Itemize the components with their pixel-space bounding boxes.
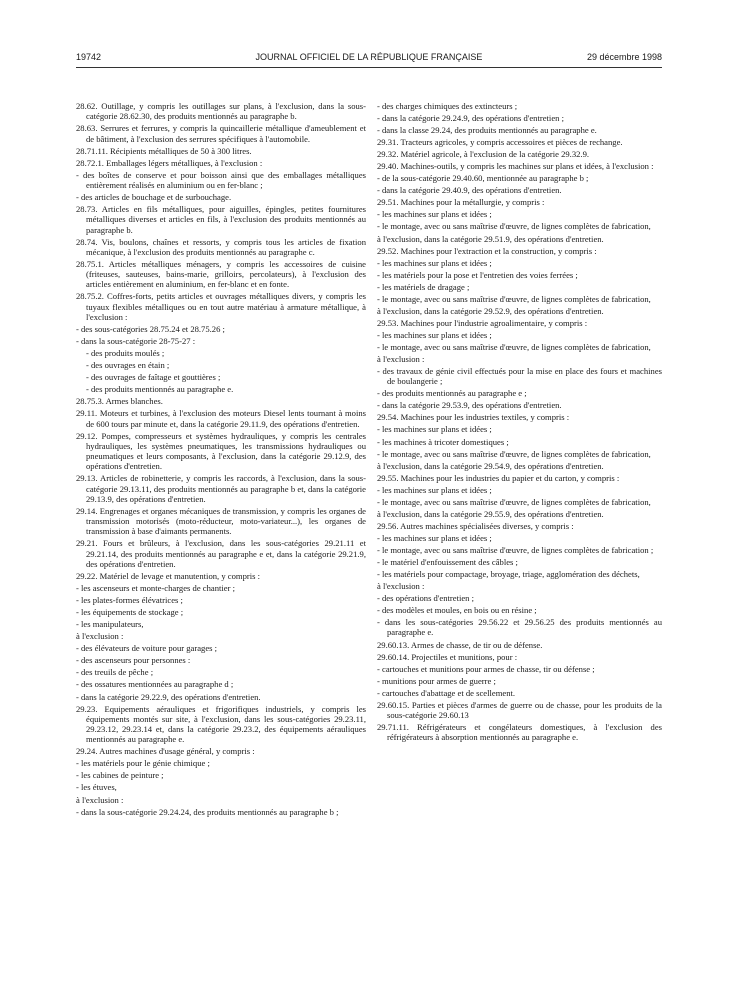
publication-date: 29 décembre 1998 (586, 52, 662, 62)
right-column (377, 101, 662, 744)
entry-paragraph: 28.74. Vis, boulons, chaînes et ressorts, y compris tous les articles de fixation mécanique, à l'exclusion des produits mentionnés au paragraphe c. (76, 236, 366, 257)
list-item: - les manipulateurs, (76, 619, 144, 630)
entry-paragraph: 28.72.1. Emballages légers métalliques, à l'exclusion : (76, 157, 263, 168)
page-header (76, 52, 662, 66)
list-item: - des élévateurs de voiture pour garages ; (76, 643, 218, 654)
entry-paragraph: 28.75.2. Coffres-forts, petits articles et ouvrages métalliques divers, y compris les tuyaux flexibles métalliques ou en tout autre matériau à armature métallique, à l'exclusion : (76, 291, 366, 322)
entry-paragraph: 29.52. Machines pour l'extraction et la construction, y compris : (377, 245, 597, 256)
entry-paragraph: 29.54. Machines pour les industries textiles, y compris : (377, 412, 570, 423)
list-item: à l'exclusion : (377, 581, 425, 592)
entry-paragraph: 29.23. Equipements aérauliques et frigorifiques industriels, y compris les équipements montés sur site, à l'exclusion, dans les sous-catégories 29.23.11, 29.23.12, 29.23.14 et, dans la catégorie 29.23.2, des équipements aérauliques mentionnés au paragraphe e. (76, 703, 366, 745)
list-item: - munitions pour armes de guerre ; (377, 675, 496, 686)
entry-paragraph: 29.21. Fours et brûleurs, à l'exclusion, dans les sous-catégories 29.21.11 et 29.21.14, des produits mentionnés au paragraphe e et, dans la catégorie 29.21.9, des opérations d'entretien. (76, 538, 366, 569)
list-item: - le montage, avec ou sans maîtrise d'œuvre, de lignes complètes de fabrication, (377, 221, 651, 232)
list-item: - des ouvrages de faîtage et gouttières ; (86, 372, 221, 383)
entry-paragraph: 29.51. Machines pour la métallurgie, y compris : (377, 197, 545, 208)
entry-paragraph: 28.75.1. Articles métalliques ménagers, y compris les accessoires de cuisine (friteuses, sauteuses, bains-marie, grilloirs, percolateurs), à l'exclusion des articles entièrement en aluminium, en fer-blanc et en fonte. (76, 258, 366, 290)
list-item: - cartouches et munitions pour armes de chasse, tir ou défense ; (377, 663, 595, 674)
entry-paragraph: 29.32. Matériel agricole, à l'exclusion de la catégorie 29.32.9. (377, 149, 590, 160)
list-item: - de la sous-catégorie 29.40.60, mentionnée au paragraphe b ; (377, 173, 589, 184)
list-item: - les étuves, (76, 782, 117, 793)
list-item: - dans la catégorie 29.24.9, des opérations d'entretien ; (377, 113, 564, 124)
list-item: - des opérations d'entretien ; (377, 593, 475, 604)
entry-paragraph: 28.71.11. Récipients métalliques de 50 à 300 litres. (76, 145, 252, 156)
list-item: - le matériel d'enfouissement des câbles ; (377, 556, 518, 567)
entry-paragraph: 29.14. Engrenages et organes mécaniques de transmission, y compris les organes de transmission motorisés (moto-réducteur, moto-variateur...), les organes de transmission à base d'aimants permanents. (76, 505, 366, 537)
entry-paragraph: 29.31. Tracteurs agricoles, y compris accessoires et pièces de rechange. (377, 137, 623, 148)
entry-paragraph: à l'exclusion, dans la catégorie 29.55.9, des opérations d'entretien. (377, 508, 604, 519)
list-item: - des produits moulés ; (86, 348, 165, 359)
list-item: - dans la sous-catégorie 29.24.24, des produits mentionnés au paragraphe b ; (76, 806, 339, 817)
entry-paragraph: à l'exclusion, dans la catégorie 29.51.9, des opérations d'entretien. (377, 233, 604, 244)
list-item: - des charges chimiques des extincteurs ; (377, 101, 518, 111)
list-item: - les matériels pour la pose et l'entretien des voies ferrées ; (377, 269, 578, 280)
list-item: - des travaux de génie civil effectués pour la mise en place des fours et machines de boulangerie ; (377, 366, 662, 387)
list-item: - les matériels pour le génie chimique ; (76, 758, 210, 769)
list-item: - les machines sur plans et idées ; (377, 532, 492, 543)
list-item: - le montage, avec ou sans maîtrise d'œuvre, de lignes complètes de fabrication, (377, 293, 651, 304)
list-item: - des sous-catégories 28.75.24 et 28.75.26 ; (76, 323, 225, 334)
list-item: - dans la catégorie 29.53.9, des opérations d'entretien. (377, 400, 562, 411)
entry-paragraph: 29.60.13. Armes de chasse, de tir ou de défense. (377, 639, 543, 650)
list-item: - les équipements de stockage ; (76, 607, 184, 618)
entry-paragraph: 28.75.3. Armes blanches. (76, 396, 163, 407)
list-item: - les machines sur plans et idées ; (377, 484, 492, 495)
list-item: - des treuils de pêche ; (76, 667, 154, 678)
entry-paragraph: 29.60.15. Parties et pièces d'armes de guerre ou de chasse, pour les produits de la sous-catégorie 29.60.13 (377, 699, 662, 720)
list-item: - les cabines de peinture ; (76, 770, 164, 781)
entry-paragraph: 29.22. Matériel de levage et manutention, y compris : (76, 571, 260, 582)
entry-paragraph: 29.71.11. Réfrigérateurs et congélateurs domestiques, à l'exclusion des réfrigérateurs à absorption mentionnés au paragraphe e. (377, 722, 662, 743)
list-item: - les matériels pour compactage, broyage, triage, agglomération des déchets, (377, 569, 640, 580)
list-item: - des produits mentionnés au paragraphe e ; (377, 388, 527, 399)
list-item: - dans la catégorie 29.22.9, des opérations d'entretien. (76, 691, 261, 702)
list-item: - le montage, avec ou sans maîtrise d'œuvre, de lignes complètes de fabrication, (377, 448, 651, 459)
list-item: - des articles de bouchage et de surbouchage. (76, 191, 232, 202)
list-item: à l'exclusion : (76, 631, 124, 642)
list-item: - dans la catégorie 29.40.9, des opérations d'entretien. (377, 185, 562, 196)
entry-paragraph: 29.13. Articles de robinetterie, y compris les raccords, à l'exclusion, dans la sous-catégorie 29.13.11, des produits mentionnés au paragraphe b et, dans la catégorie 29.13.9, des opérations d'entretien. (76, 473, 366, 504)
journal-title: JOURNAL OFFICIEL DE LA RÉPUBLIQUE FRANÇAISE (255, 52, 483, 62)
page-number: 19742 (76, 52, 102, 62)
list-item: - dans les sous-catégories 29.56.22 et 29.56.25 des produits mentionnés au paragraphe e. (377, 617, 662, 638)
left-column (76, 101, 366, 819)
list-item: - des modèles et moules, en bois ou en résine ; (377, 605, 537, 616)
list-item: - des boîtes de conserve et pour boisson ainsi que des emballages métalliques entièrement réalisés en aluminium ou en fer-blanc ; (76, 169, 366, 190)
entry-paragraph: à l'exclusion, dans la catégorie 29.54.9, des opérations d'entretien. (377, 460, 604, 471)
list-item: à l'exclusion : (76, 794, 124, 805)
entry-paragraph: 29.56. Autres machines spécialisées diverses, y compris : (377, 520, 574, 531)
list-item: - les machines sur plans et idées ; (377, 329, 492, 340)
list-item: - des ouvrages en étain ; (86, 360, 170, 371)
entry-paragraph: à l'exclusion, dans la catégorie 29.52.9, des opérations d'entretien. (377, 305, 604, 316)
list-item: - les machines sur plans et idées ; (377, 424, 492, 435)
entry-paragraph: 28.62. Outillage, y compris les outillages sur plans, à l'exclusion, dans la sous-catégorie 28.62.30, des produits mentionnés au paragraphe b. (76, 101, 366, 122)
list-item: - le montage, avec ou sans maîtrise d'œuvre, de lignes complètes de fabrication ; (377, 544, 654, 555)
entry-paragraph: 29.40. Machines-outils, y compris les machines sur plans et idées, à l'exclusion : (377, 161, 654, 172)
list-item: - dans la sous-catégorie 28-75-27 : (76, 336, 196, 347)
list-item: - les plates-formes élévatrices ; (76, 595, 183, 606)
list-item: - des ascenseurs pour personnes : (76, 655, 191, 666)
list-item: - des produits mentionnés au paragraphe e. (86, 384, 234, 395)
list-item: - des ossatures mentionnées au paragraphe d ; (76, 679, 234, 690)
list-item: - les machines sur plans et idées ; (377, 209, 492, 220)
list-item: - dans la classe 29.24, des produits mentionnés au paragraphe e. (377, 125, 597, 136)
list-item: - cartouches d'abattage et de scellement. (377, 687, 516, 698)
entry-paragraph: 29.60.14. Projectiles et munitions, pour : (377, 651, 518, 662)
entry-paragraph: 29.53. Machines pour l'industrie agroalimentaire, y compris : (377, 317, 588, 328)
entry-paragraph: 29.24. Autres machines d'usage général, y compris : (76, 746, 255, 757)
entry-paragraph: 29.12. Pompes, compresseurs et systèmes hydrauliques, y compris les centrales hydrauliques, les systèmes pneumatiques, les transmissions hydrauliques ou pneumatiques et leurs composants, à l'exclusion, dans la catégorie 29.12.9, des opérations d'entretien. (76, 430, 366, 472)
entry-paragraph: 28.63. Serrures et ferrures, y compris la quincaillerie métallique d'ameublement et de bâtiment, à l'exclusion des serrures spécifiques à l'automobile. (76, 123, 366, 144)
list-item: - les ascenseurs et monte-charges de chantier ; (76, 583, 235, 594)
entry-paragraph: 29.55. Machines pour les industries du papier et du carton, y compris : (377, 472, 620, 483)
list-item: - le montage, avec ou sans maîtrise d'œuvre, de lignes complètes de fabrication, (377, 496, 651, 507)
header-rule (76, 67, 662, 68)
list-item: - les machines sur plans et idées ; (377, 257, 492, 268)
entry-paragraph: 28.73. Articles en fils métalliques, pour aiguilles, épingles, petites fournitures métalliques diverses et articles en fils, à l'exclusion des produits mentionnés au paragraphe b. (76, 204, 366, 235)
list-item: - le montage, avec ou sans maîtrise d'œuvre, de lignes complètes de fabrication, (377, 341, 651, 352)
list-item: - les machines à tricoter domestiques ; (377, 436, 509, 447)
list-item: - les matériels de dragage ; (377, 281, 470, 292)
list-item: à l'exclusion : (377, 353, 425, 364)
entry-paragraph: 29.11. Moteurs et turbines, à l'exclusion des moteurs Diesel lents tournant à moins de 600 tours par minute et, dans la catégorie 29.11.9, des opérations d'entretien. (76, 408, 366, 429)
